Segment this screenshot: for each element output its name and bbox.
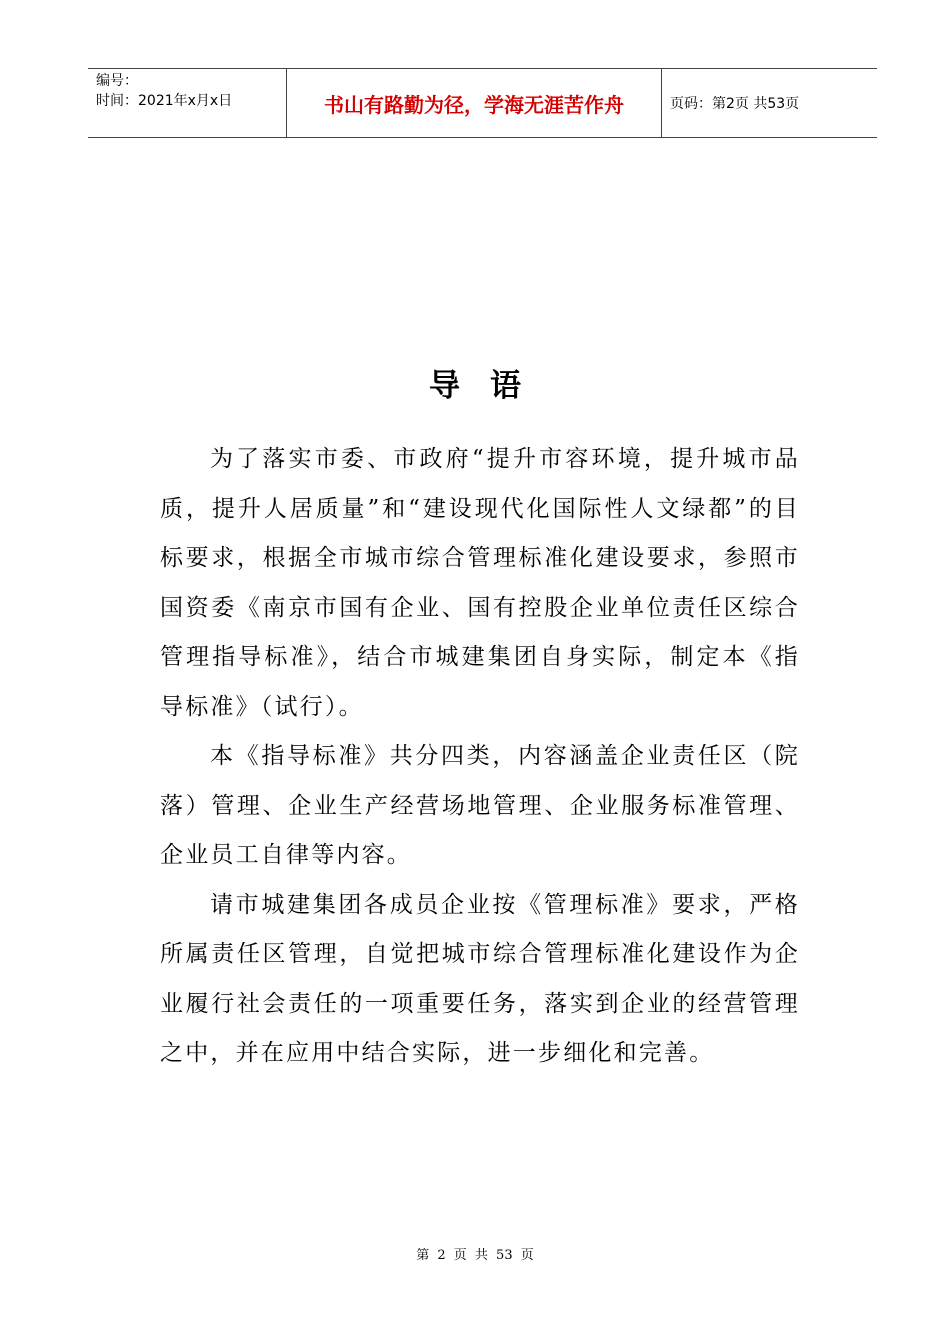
header-page-cell xyxy=(662,69,877,137)
page-header xyxy=(88,68,877,138)
document-time-label: 时间：2021年x月x日 xyxy=(96,93,233,109)
paragraph-3: 请市城建集团各成员企业按《管理标准》要求，严格所属责任区管理，自觉把城市综合管理标准化建设作为企业履行社会责任的一项重要任务，落实到企业的经营管理之中，并在应用中结合实际，进一步细化和完善。 xyxy=(160,891,800,1066)
page-title: 导语 xyxy=(429,368,551,404)
header-motto-cell xyxy=(287,69,662,137)
header-motto: 书山有路勤为径，学海无涯苦作舟 xyxy=(324,92,624,117)
document-body xyxy=(160,435,800,1079)
header-page-label: 页码：第2页 共53页 xyxy=(670,96,800,112)
header-meta xyxy=(88,69,287,137)
paragraph-2: 本《指导标准》共分四类，内容涵盖企业责任区（院落）管理、企业生产经营场地管理、企业服务标准管理、企业员工自律等内容。 xyxy=(160,743,800,868)
paragraph-1: 为了落实市委、市政府“提升市容环境，提升城市品质，提升人居质量”和“建设现代化国际性人文绿都”的目标要求，根据全市城市综合管理标准化建设要求，参照市国资委《南京市国有企业、国有控股企业单位责任区综合管理指导标准》，结合市城建集团自身实际，制定本《指导标准》（试行）。 xyxy=(160,446,800,720)
page-footer: 第 2 页 共 53 页 xyxy=(416,1248,534,1263)
document-number-label: 编号： xyxy=(96,73,138,89)
